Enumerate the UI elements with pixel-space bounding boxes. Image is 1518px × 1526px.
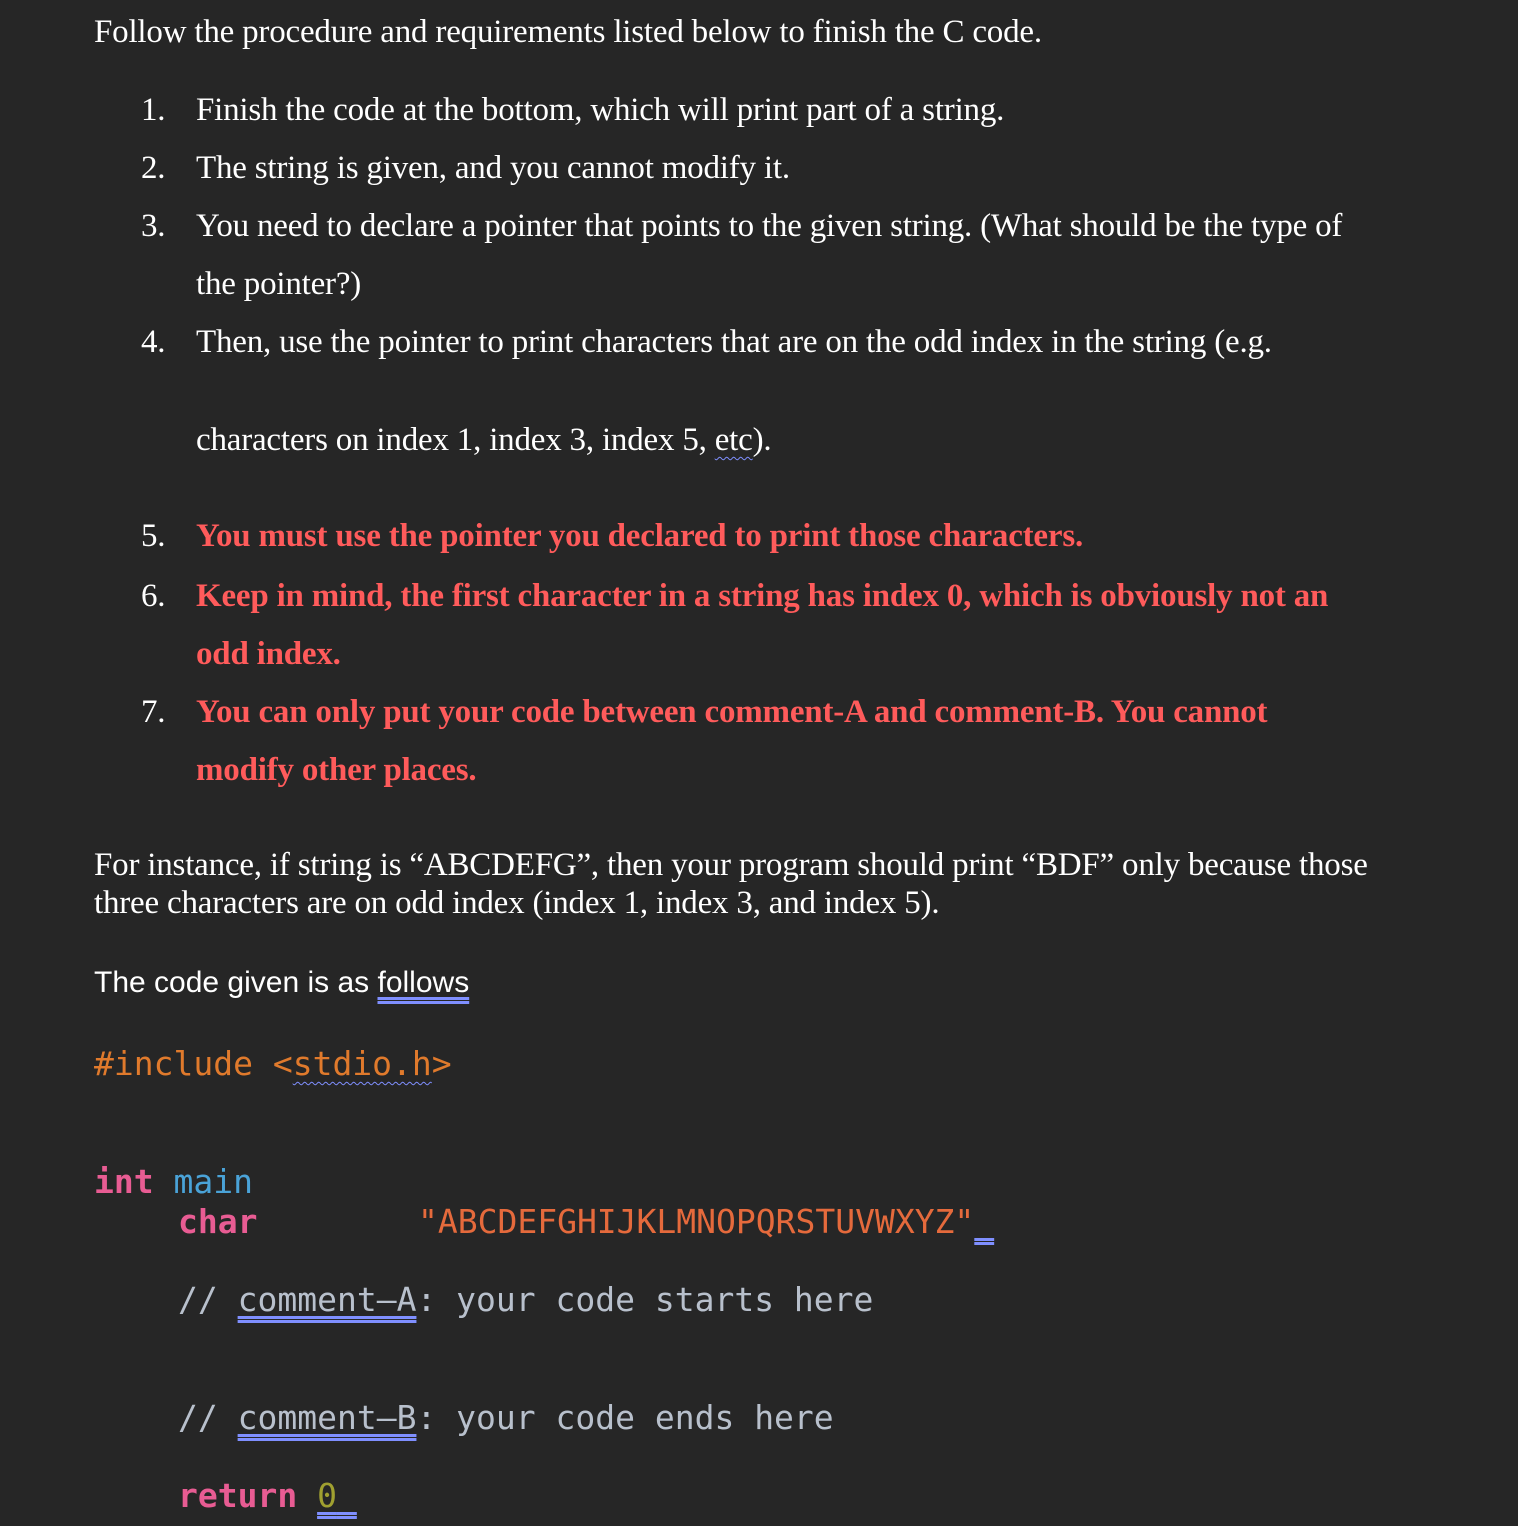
- list-text-continued: modify other places.: [196, 752, 477, 788]
- code-intro: [94, 966, 469, 1000]
- list-text: You need to declare a pointer that points to the given string. (What should be the type of: [196, 208, 1343, 244]
- comment-a-tag: comment–A: [237, 1280, 417, 1319]
- list-text: You must use the pointer you declared to print those characters.: [196, 518, 1084, 554]
- list-text-continued: [196, 422, 771, 459]
- string-literal: "ABCDEFGHIJKLMNOPQRSTUVWXYZ": [418, 1202, 975, 1241]
- include-line: [94, 1044, 452, 1083]
- code-intro-link: follows: [377, 966, 470, 999]
- comment-b-text: : your code ends here: [416, 1398, 834, 1437]
- list-number: 5.: [141, 518, 166, 554]
- main-function-name: main: [173, 1162, 253, 1201]
- include-file: stdio.h: [292, 1044, 432, 1083]
- list-text: Keep in mind, the first character in a string has index 0, which is obviously not an: [196, 578, 1329, 614]
- list-number: 1.: [141, 92, 166, 128]
- intro-text: Follow the procedure and requirements listed below to finish the C code.: [94, 14, 1042, 50]
- comment-b-slash: //: [178, 1398, 218, 1437]
- return-line: [178, 1476, 357, 1515]
- main-signature-line: [94, 1162, 253, 1201]
- char-declaration: [178, 1202, 257, 1241]
- list-number: 2.: [141, 150, 166, 186]
- comment-a-line: [178, 1280, 873, 1319]
- error-marker: [974, 1202, 994, 1241]
- list-number: 6.: [141, 578, 166, 614]
- error-marker: [337, 1476, 357, 1515]
- list-text-part: ).: [752, 422, 772, 458]
- char-keyword: char: [178, 1202, 258, 1241]
- return-value: 0: [317, 1476, 337, 1515]
- include-gt: >: [431, 1044, 452, 1083]
- list-text: The string is given, and you cannot modify it.: [196, 150, 790, 186]
- spellcheck-word: etc: [714, 422, 753, 458]
- example-paragraph: For instance, if string is “ABCDEFG”, then your program should print “BDF” only because those three characters are on odd index (index 1, index 3, and index 5).: [94, 847, 1368, 921]
- list-text-part: characters on index 1, index 3, index 5,: [196, 422, 715, 458]
- list-text: You can only put your code between comment-A and comment-B. You cannot: [196, 694, 1268, 730]
- include-header: [273, 1044, 452, 1083]
- comment-a-text: : your code starts here: [416, 1280, 874, 1319]
- comment-b-tag: comment–B: [237, 1398, 417, 1437]
- include-lt: <: [272, 1044, 293, 1083]
- list-number: 4.: [141, 324, 166, 360]
- list-number: 7.: [141, 694, 166, 730]
- include-keyword: #include: [94, 1044, 253, 1083]
- int-keyword: int: [94, 1162, 154, 1201]
- code-intro-text: The code given is as: [94, 966, 378, 999]
- return-keyword: return: [178, 1476, 298, 1515]
- comment-a-slash: //: [178, 1280, 218, 1319]
- string-literal-line: [418, 1202, 994, 1241]
- list-text-continued: odd index.: [196, 636, 341, 672]
- list-number: 3.: [141, 208, 166, 244]
- list-text: Finish the code at the bottom, which will print part of a string.: [196, 92, 1005, 128]
- comment-b-line: [178, 1398, 834, 1437]
- list-text: Then, use the pointer to print characters that are on the odd index in the string (e.g.: [196, 324, 1272, 360]
- list-text-continued: the pointer?): [196, 266, 362, 302]
